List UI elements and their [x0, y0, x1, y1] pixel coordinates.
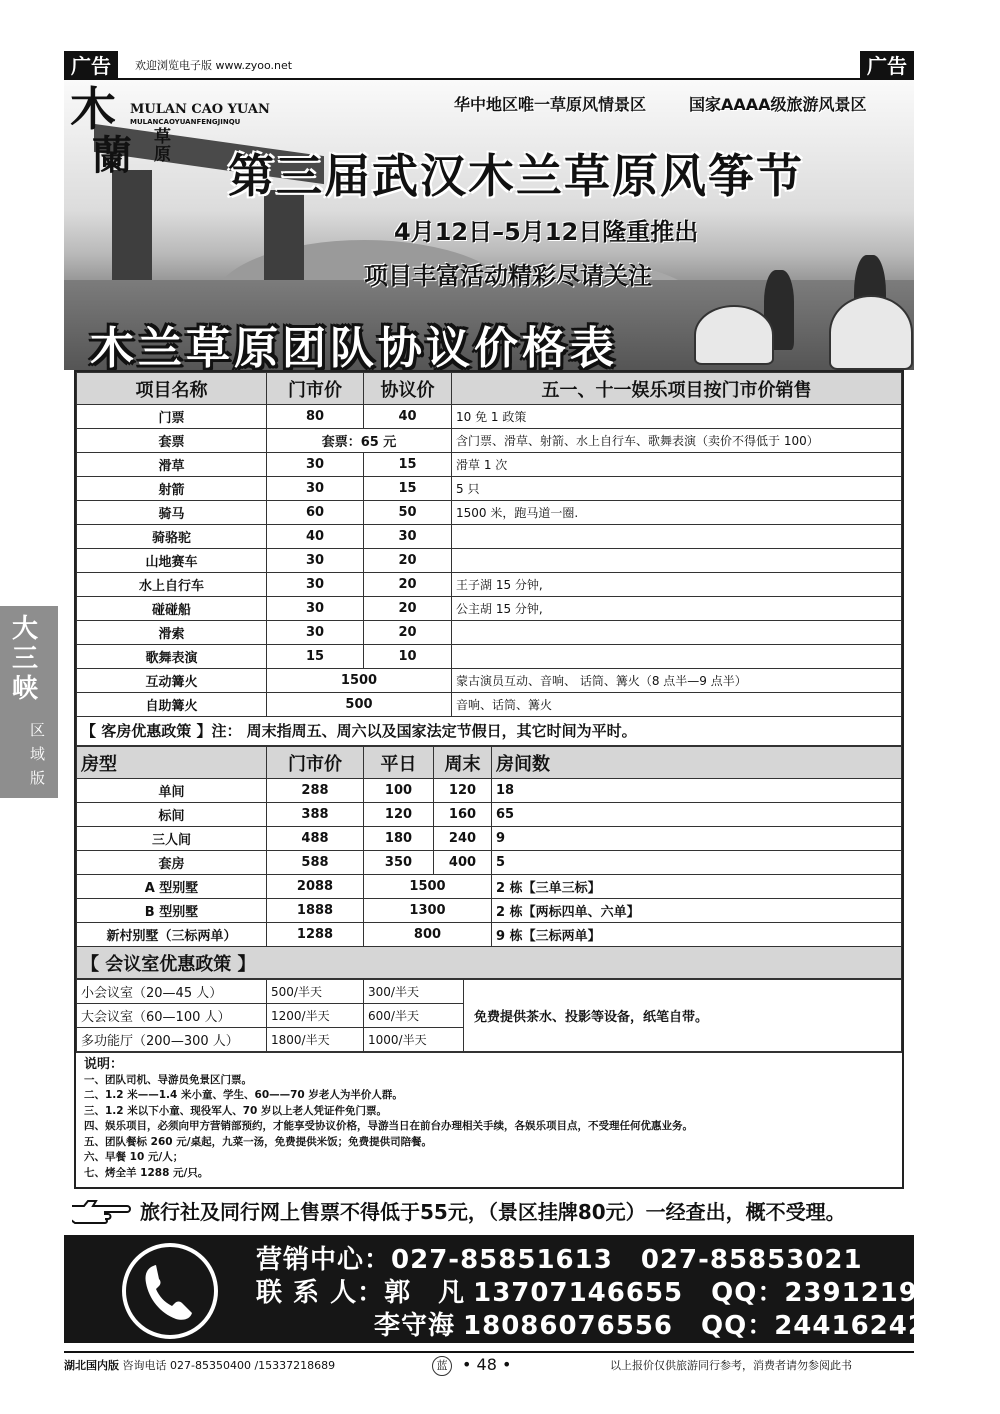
retail-price: 1888: [267, 899, 364, 923]
phone-icon: [122, 1243, 218, 1339]
agreed-price: 20: [364, 597, 452, 621]
col-header: 房间数: [492, 747, 902, 779]
room-type: 套房: [77, 851, 267, 875]
meeting-price: 1800/半天: [267, 1028, 364, 1052]
meeting-price: 300/半天: [364, 980, 464, 1004]
logo-english-sub: MULANCAOYUANFENGJINQU: [130, 118, 241, 126]
table-row: [77, 851, 902, 875]
room-count: 5: [492, 851, 902, 875]
room-type: 标间: [77, 803, 267, 827]
contact-name: 郭 凡: [384, 1278, 466, 1308]
agreed-price: 30: [364, 525, 452, 549]
room-policy: 【 客房优惠政策 】注： 周末指周五、周六以及国家法定节假日，其它时间为平时。: [77, 717, 902, 746]
col-header: 五一、十一娱乐项目按门市价销售: [452, 373, 902, 405]
contact-line-3: [374, 1305, 946, 1342]
contact-phone: 13707146655: [473, 1278, 684, 1308]
room-count: 65: [492, 803, 902, 827]
footer-hotline: 咨询电话 027-85350400 /15337218689: [122, 1359, 336, 1372]
room-type: A 型别墅: [77, 875, 267, 899]
retail-price: 388: [267, 803, 364, 827]
item-name: 水上自行车: [77, 573, 267, 597]
table-row: [77, 779, 902, 803]
combined-price: 套票：65 元: [267, 429, 452, 453]
retail-price: 588: [267, 851, 364, 875]
table-row: [77, 597, 902, 621]
contact-line-1: [256, 1239, 863, 1276]
meeting-title-row: [77, 947, 902, 979]
retail-price: 40: [267, 525, 364, 549]
room-type: 三人间: [77, 827, 267, 851]
table-row: [77, 645, 902, 669]
retail-price: 80: [267, 405, 364, 429]
item-note: 滑草 1 次: [452, 453, 902, 477]
meeting-room: 多功能厅（200—300 人）: [77, 1028, 267, 1052]
item-name: 碰碰船: [77, 597, 267, 621]
room-policy-row: [77, 717, 902, 746]
item-name: 套票: [77, 429, 267, 453]
weekday-price: 350: [364, 851, 434, 875]
ticket-warning: 旅行社及同行网上售票不得低于55元，（景区挂牌80元）一经查出，概不受理。: [140, 1200, 846, 1224]
item-name: 门票: [77, 405, 267, 429]
meeting-price: 1000/半天: [364, 1028, 464, 1052]
side-brand: 大三峡: [12, 614, 39, 704]
logo-english: MULAN CAO YUAN: [130, 102, 270, 117]
item-note: [452, 645, 902, 669]
contact-qq: QQ：244162426: [701, 1311, 947, 1341]
item-name: 滑索: [77, 621, 267, 645]
table-row: [77, 573, 902, 597]
combined-price: 1500: [267, 669, 452, 693]
col-header: 周末: [434, 747, 492, 779]
item-name: 骑骆驼: [77, 525, 267, 549]
edition-badge: 蓝: [432, 1356, 452, 1376]
explanation-item: 五、团队餐标 260 元/桌起，九菜一汤，免费提供米饭；免费提供司陪餐。: [84, 1135, 433, 1148]
item-name: 滑草: [77, 453, 267, 477]
col-header: 协议价: [364, 373, 452, 405]
col-header: 房型: [77, 747, 267, 779]
meeting-table: [76, 979, 902, 1052]
table-row: [77, 803, 902, 827]
contact-label: 联 系 人：: [256, 1278, 385, 1308]
page-number-value: 48: [476, 1355, 497, 1374]
table-row: [77, 405, 902, 429]
dancer-skirt: [829, 295, 913, 370]
col-header: 门市价: [267, 747, 364, 779]
meeting-room: 大会议室（60—100 人）: [77, 1004, 267, 1028]
meeting-note: 免费提供茶水、投影等设备，纸笔自带。: [464, 980, 902, 1052]
item-name: 山地赛车: [77, 549, 267, 573]
retail-price: 2088: [267, 875, 364, 899]
room-count: 2 栋【三单三标】: [492, 875, 902, 899]
table-row: [77, 525, 902, 549]
footer-disclaimer: 以上报价仅供旅游同行参考，消费者请勿参阅此书: [610, 1359, 852, 1372]
table-row: [77, 477, 902, 501]
table-row: [77, 501, 902, 525]
region-tag: 华中地区唯一草原风情景区: [454, 95, 647, 114]
table-row: [77, 669, 902, 693]
marketing-phone-1: 027-85851613: [391, 1245, 613, 1275]
explanation-item: 七、烤全羊 1288 元/只。: [84, 1166, 209, 1179]
item-note: 5 只: [452, 477, 902, 501]
hero-banner: [64, 80, 914, 370]
agreed-price: 15: [364, 477, 452, 501]
table-row: [77, 923, 902, 947]
explanation-block: [76, 1052, 902, 1187]
rating-tag: 国家AAAA级旅游风景区: [689, 95, 867, 114]
festival-dates: 4月12日–5月12日隆重推出: [394, 218, 699, 246]
explanation-title: 说明：: [84, 1057, 124, 1072]
table-row: [77, 875, 902, 899]
side-edition: 区域版: [30, 721, 46, 787]
retail-price: 60: [267, 501, 364, 525]
item-name: 骑马: [77, 501, 267, 525]
col-header: 门市价: [267, 373, 364, 405]
price-table-title: 木兰草原团队协议价格表: [90, 323, 618, 370]
footer-rule: [64, 1351, 914, 1353]
item-note: 含门票、滑草、射箭、水上自行车、歌舞表演（卖价不得低于 100）: [452, 429, 902, 453]
contact-phone: 18086076556: [463, 1311, 674, 1341]
logo-sub: 草原: [154, 127, 171, 165]
retail-price: 30: [267, 477, 364, 501]
agreed-price: 50: [364, 501, 452, 525]
retail-price: 30: [267, 453, 364, 477]
meeting-title: 【 会议室优惠政策 】: [77, 947, 902, 979]
retail-price: 288: [267, 779, 364, 803]
room-count: 2 栋【两标四单、六单】: [492, 899, 902, 923]
weekend-price: 240: [434, 827, 492, 851]
explanation-item: 一、团队司机、导游员免景区门票。: [84, 1073, 252, 1086]
festival-title: 第三届武汉木兰草原风筝节: [228, 149, 804, 203]
table-row: [77, 429, 902, 453]
page-number: • 48 •: [462, 1355, 512, 1374]
col-header: 项目名称: [77, 373, 267, 405]
edition-side-tab: [0, 606, 58, 798]
item-note: 蒙古演员互动、音响、 话筒、篝火（8 点半—9 点半）: [452, 669, 902, 693]
contact-panel: [64, 1235, 976, 1343]
marketing-phone-2: 027-85853021: [640, 1245, 863, 1275]
pointing-hand-icon: [72, 1198, 132, 1224]
weekday-price: 100: [364, 779, 434, 803]
room-count: 9: [492, 827, 902, 851]
table-row: [77, 980, 902, 1004]
rooms-table: [76, 746, 902, 979]
table-row: [77, 693, 902, 717]
explanation-item: 六、早餐 10 元/人；: [84, 1151, 184, 1163]
retail-price: 30: [267, 597, 364, 621]
agreed-price: 10: [364, 645, 452, 669]
weekday-price: 120: [364, 803, 434, 827]
explanation-item: 三、1.2 米以下小童、现役军人、70 岁以上老人凭证件免门票。: [84, 1104, 388, 1117]
item-name: 歌舞表演: [77, 645, 267, 669]
meeting-price: 1200/半天: [267, 1004, 364, 1028]
welcome-text: 欢迎浏览电子版 www.zyoo.net: [135, 59, 293, 72]
agreed-price: 15: [364, 453, 452, 477]
table-row: [77, 899, 902, 923]
room-count: 9 栋【三标两单】: [492, 923, 902, 947]
contact-line-2: [256, 1272, 975, 1309]
table-row: [77, 549, 902, 573]
weekend-price: 120: [434, 779, 492, 803]
combined-price: 500: [267, 693, 452, 717]
table-row: [77, 827, 902, 851]
room-type: 新村别墅（三标两单）: [77, 923, 267, 947]
col-header: 平日: [364, 747, 434, 779]
item-name: 互动篝火: [77, 669, 267, 693]
contact-name: 李守海: [374, 1311, 456, 1341]
retail-price: 1288: [267, 923, 364, 947]
festival-slogan: 项目丰富活动精彩尽请关注: [364, 262, 652, 290]
agreed-price: 40: [364, 405, 452, 429]
dancer-skirt: [694, 305, 774, 365]
retail-price: 15: [267, 645, 364, 669]
room-type: B 型别墅: [77, 899, 267, 923]
weekend-price: 400: [434, 851, 492, 875]
meeting-room: 小会议室（20—45 人）: [77, 980, 267, 1004]
retail-price: 30: [267, 621, 364, 645]
item-note: 王子湖 15 分钟,: [452, 573, 902, 597]
item-note: [452, 549, 902, 573]
item-note: [452, 525, 902, 549]
room-count: 18: [492, 779, 902, 803]
agreed-price: 20: [364, 573, 452, 597]
contact-qq: QQ：2391219480: [711, 1278, 976, 1308]
footer-left: [64, 1359, 335, 1373]
marketing-label: 营销中心：: [256, 1245, 392, 1275]
meeting-price: 500/半天: [267, 980, 364, 1004]
table-row: [77, 453, 902, 477]
meeting-price: 600/半天: [364, 1004, 464, 1028]
room-type: 单间: [77, 779, 267, 803]
explanation-item: 四、娱乐项目，必须向甲方营销部预约，才能享受协议价格，导游当日在前台办理相关手续，各娱乐项目点，不受理任何优惠业务。: [84, 1120, 693, 1132]
item-note: 音响、话筒、篝火: [452, 693, 902, 717]
villa-price: 1500: [364, 875, 492, 899]
table-row: [77, 621, 902, 645]
logo-char-1: 木: [70, 82, 116, 136]
retail-price: 30: [267, 573, 364, 597]
villa-price: 800: [364, 923, 492, 947]
retail-price: 30: [267, 549, 364, 573]
ad-tag-left: 广告: [64, 51, 118, 81]
item-note: 1500 米，跑马道一圈.: [452, 501, 902, 525]
agreed-price: 20: [364, 621, 452, 645]
item-note: [452, 621, 902, 645]
retail-price: 488: [267, 827, 364, 851]
items-table: [76, 372, 902, 746]
item-note: 公主胡 15 分钟,: [452, 597, 902, 621]
item-note: 10 免 1 政策: [452, 405, 902, 429]
weekend-price: 160: [434, 803, 492, 827]
ad-tag-right: 广告: [860, 51, 914, 81]
agreed-price: 20: [364, 549, 452, 573]
footer-edition: 湖北国内版: [64, 1359, 119, 1372]
item-name: 自助篝火: [77, 693, 267, 717]
items-table-wrapper: [74, 370, 904, 1189]
logo-char-2: 蘭: [92, 132, 132, 179]
weekday-price: 180: [364, 827, 434, 851]
item-name: 射箭: [77, 477, 267, 501]
explanation-item: 二、1.2 米——1.4 米小童、学生、60——70 岁老人为半价人群。: [84, 1089, 403, 1101]
villa-price: 1300: [364, 899, 492, 923]
